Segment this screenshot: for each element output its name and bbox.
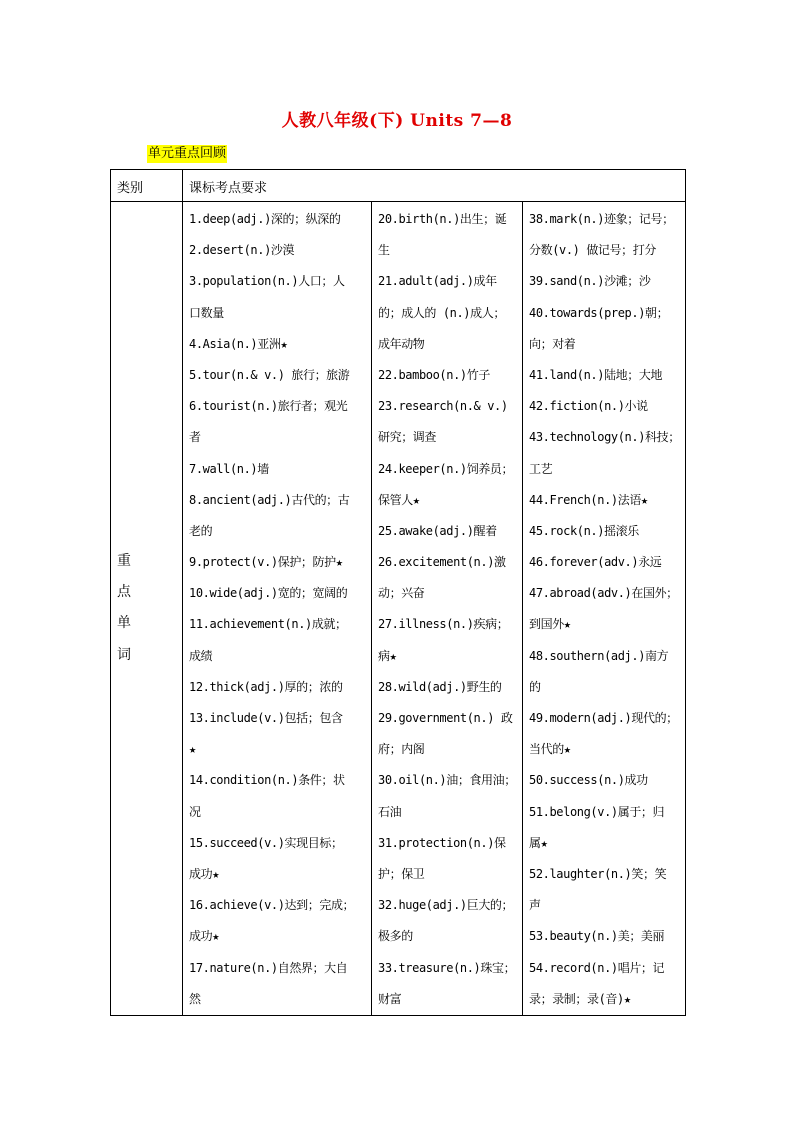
vocab-line: 9.protect(v.)保护；防护★ [189, 555, 343, 570]
vocab-line: ★ [189, 742, 196, 757]
vocab-line: 府；内阁 [378, 742, 425, 757]
vocab-line: 38.mark(n.)迹象；记号； [529, 212, 674, 226]
vocab-line: 工艺 [529, 461, 553, 476]
vocab-line: 7.wall(n.)墙 [189, 461, 269, 476]
vocab-column-1 [183, 202, 372, 1016]
table-header-row [111, 170, 686, 202]
vocab-line: 28.wild(adj.)野生的 [378, 679, 502, 694]
vocab-line: 53.beauty(n.)美；美丽 [529, 929, 665, 944]
vocab-line: 5.tour(n.& v.) 旅行；旅游 [189, 367, 350, 382]
vocab-line: 然 [189, 991, 201, 1006]
category-char: 词 [117, 646, 131, 663]
category-char: 重 [117, 553, 131, 570]
vocab-line: 10.wide(adj.)宽的；宽阔的 [189, 586, 348, 601]
vocab-line: 2.desert(n.)沙漠 [189, 243, 295, 258]
vocab-line: 1.deep(adj.)深的；纵深的 [189, 212, 341, 226]
vocab-line: 的；成人的 (n.)成人； [378, 305, 505, 320]
header-category: 类别 [117, 181, 144, 196]
vocab-line: 研究；调查 [378, 430, 437, 445]
vocab-line: 极多的 [378, 929, 413, 944]
vocab-line: 病★ [378, 648, 397, 663]
vocab-line: 向；对着 [529, 336, 576, 351]
vocab-line: 分数(v.) 做记号；打分 [529, 243, 656, 258]
vocab-line: 6.tourist(n.)旅行者；观光 [189, 399, 348, 414]
vocab-line: 40.towards(prep.)朝； [529, 305, 669, 320]
vocab-line: 财富 [378, 991, 402, 1006]
vocab-line: 43.technology(n.)科技； [529, 430, 680, 445]
vocab-line: 成年动物 [378, 336, 425, 351]
vocab-line: 12.thick(adj.)厚的；浓的 [189, 679, 343, 694]
vocab-line: 者 [189, 430, 201, 445]
category-char: 点 [117, 584, 131, 601]
vocab-column-2 [372, 202, 523, 1016]
vocab-line: 13.include(v.)包括；包含 [189, 711, 343, 725]
header-category-cell [111, 170, 183, 202]
vocab-line: 保管人★ [378, 492, 420, 507]
vocab-line: 23.research(n.& v.) [378, 399, 508, 414]
vocab-line: 况 [189, 804, 201, 819]
vocab-line: 54.record(n.)唱片；记 [529, 960, 665, 975]
vocab-line: 成功★ [189, 866, 220, 881]
vocab-line: 4.Asia(n.)亚洲★ [189, 336, 288, 351]
vocab-line: 石油 [378, 804, 402, 819]
section-label: 单元重点回顾 [148, 146, 227, 161]
category-cell [111, 202, 183, 1016]
vocab-line: 15.succeed(v.)实现目标； [189, 835, 343, 850]
vocab-line: 成绩 [189, 648, 213, 663]
vocab-line: 的 [529, 679, 541, 694]
vocab-line: 17.nature(n.)自然界；大自 [189, 960, 348, 975]
vocab-line: 33.treasure(n.)珠宝； [378, 960, 516, 975]
vocab-line: 31.protection(n.)保 [378, 835, 506, 850]
vocab-line: 老的 [189, 523, 213, 538]
vocab-line: 20.birth(n.)出生；诞 [378, 212, 507, 226]
vocab-line: 3.population(n.)人口；人 [189, 274, 345, 289]
vocab-line: 属★ [529, 835, 548, 850]
vocab-line: 44.French(n.)法语★ [529, 492, 648, 507]
vocab-line: 26.excitement(n.)激 [378, 555, 506, 570]
vocab-line: 51.belong(v.)属于；归 [529, 804, 665, 819]
vocab-line: 24.keeper(n.)饲养员； [378, 461, 514, 476]
vocab-line: 49.modern(adj.)现代的； [529, 711, 678, 725]
header-requirements-cell [183, 170, 686, 202]
vocab-line: 46.forever(adv.)永远 [529, 555, 662, 570]
vocab-line: 41.land(n.)陆地；大地 [529, 367, 663, 382]
vocab-line: 25.awake(adj.)醒着 [378, 523, 497, 538]
vocab-line: 47.abroad(adv.)在国外； [529, 586, 678, 601]
vocab-line: 8.ancient(adj.)古代的；古 [189, 492, 350, 507]
vocab-line: 52.laughter(n.)笑；笑 [529, 866, 667, 881]
vocab-line: 42.fiction(n.)小说 [529, 399, 648, 414]
vocab-line: 21.adult(adj.)成年 [378, 274, 497, 289]
table-body-row [111, 202, 686, 1016]
vocab-line: 30.oil(n.)油；食用油； [378, 773, 516, 788]
category-char: 单 [117, 615, 131, 632]
vocab-line: 39.sand(n.)沙滩；沙 [529, 274, 651, 289]
vocab-line: 14.condition(n.)条件；状 [189, 773, 345, 788]
vocab-line: 45.rock(n.)摇滚乐 [529, 523, 639, 538]
vocab-line: 当代的★ [529, 742, 571, 757]
vocab-line: 32.huge(adj.)巨大的； [378, 898, 514, 913]
category-label [111, 546, 182, 671]
vocab-line: 生 [378, 243, 390, 258]
vocab-line: 动；兴奋 [378, 586, 425, 601]
vocab-line: 护；保卫 [378, 866, 425, 881]
vocab-table [110, 169, 686, 1016]
header-requirements: 课标考点要求 [189, 181, 268, 196]
page-title: 人教八年级(下) Units 7—8 [281, 111, 513, 131]
vocab-line: 27.illness(n.)疾病； [378, 617, 509, 632]
vocab-line: 16.achieve(v.)达到；完成； [189, 898, 355, 913]
vocab-column-3 [523, 202, 686, 1016]
vocab-line: 成功★ [189, 929, 220, 944]
vocab-line: 48.southern(adj.)南方 [529, 648, 669, 663]
vocab-line: 口数量 [189, 305, 224, 320]
vocab-line: 录；录制；录(音)★ [529, 991, 631, 1006]
vocab-line: 声 [529, 898, 541, 913]
vocab-line: 22.bamboo(n.)竹子 [378, 367, 490, 382]
vocab-line: 29.government(n.) 政 [378, 711, 513, 725]
vocab-line: 到国外★ [529, 617, 571, 632]
vocab-line: 11.achievement(n.)成就； [189, 617, 347, 632]
vocab-line: 50.success(n.)成功 [529, 773, 648, 788]
